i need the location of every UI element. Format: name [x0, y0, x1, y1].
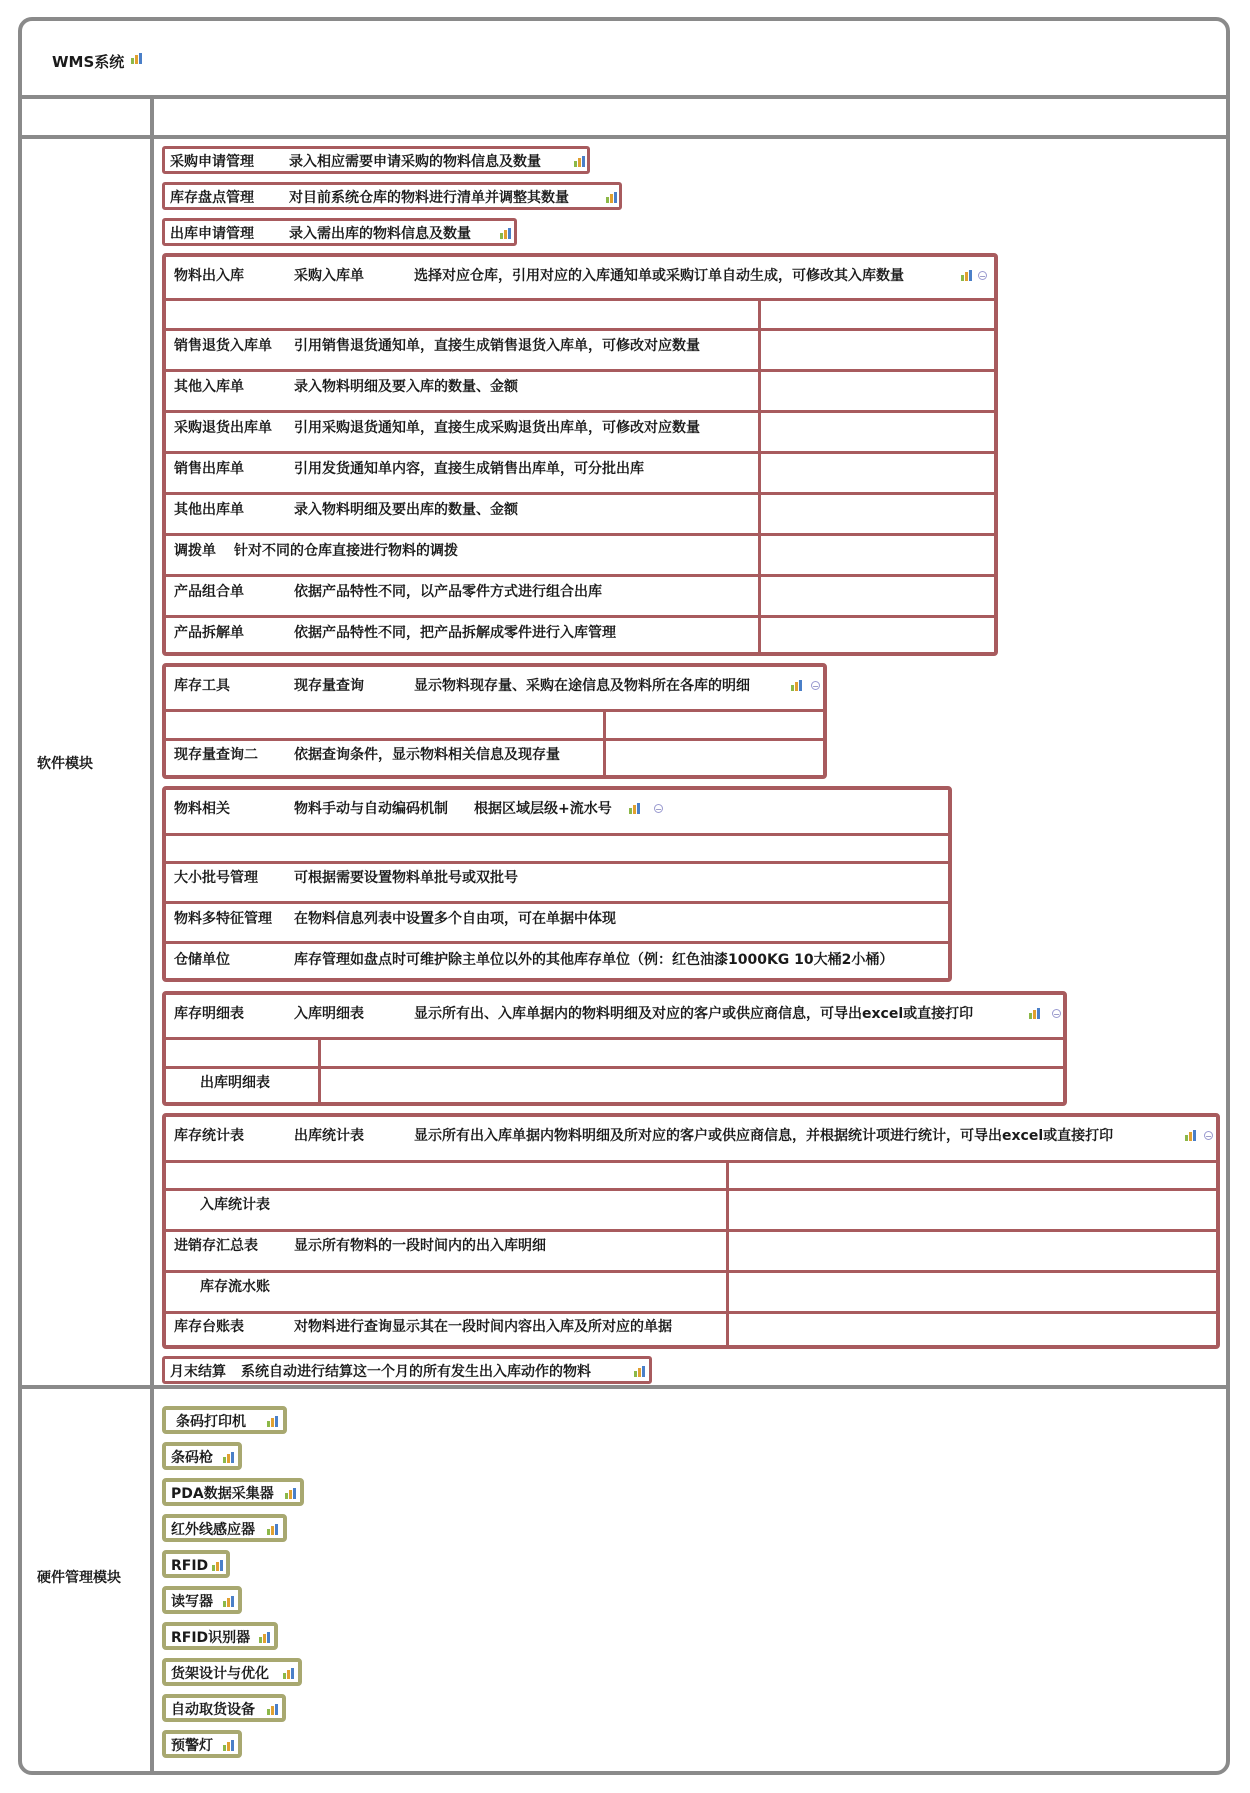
chart-icon — [605, 192, 619, 203]
chart-icon — [282, 1668, 296, 1679]
table-row-desc: 显示物料现存量、采购在途信息及物料所在各库的明细 — [414, 678, 750, 694]
table-row-desc: 录入物料明细及要入库的数量、金额 — [294, 379, 518, 395]
chart-icon — [222, 1740, 236, 1751]
chart-icon — [266, 1704, 280, 1715]
table-row-desc: 针对不同的仓库直接进行物料的调拨 — [234, 543, 458, 559]
row-divider — [164, 615, 996, 618]
hardware-item-infrared-sensor[interactable] — [162, 1514, 287, 1542]
table-row-desc: 依据查询条件，显示物料相关信息及现存量 — [294, 747, 560, 763]
table-row-name: 采购退货出库单 — [174, 420, 272, 436]
table-row-name: 现存量查询二 — [174, 747, 258, 763]
purchase-request-desc: 录入相应需要申请采购的物料信息及数量 — [289, 154, 541, 170]
table-row-desc: 依据产品特性不同，把产品拆解成零件进行入库管理 — [294, 625, 616, 641]
chart-icon — [130, 53, 144, 64]
row-divider — [164, 1188, 1218, 1191]
hardware-item-label: 预警灯 — [171, 1738, 213, 1754]
table-row-name: 其他出库单 — [174, 502, 244, 518]
divider — [20, 1385, 1228, 1389]
hardware-item-label: 条码枪 — [171, 1450, 213, 1466]
chart-icon — [960, 270, 974, 281]
table-row-name: 仓储单位 — [174, 952, 230, 968]
hardware-item-reader-writer[interactable] — [162, 1586, 242, 1614]
chart-icon — [499, 228, 513, 239]
outbound-request-name: 出库申请管理 — [170, 226, 254, 242]
hardware-item-rfid-recognizer[interactable] — [162, 1622, 278, 1650]
table-row-name: 出库统计表 — [294, 1128, 364, 1144]
table-row-name: 大小批号管理 — [174, 870, 258, 886]
table-row-name: 销售退货入库单 — [174, 338, 272, 354]
chart-icon — [628, 803, 642, 814]
col-divider — [758, 300, 761, 654]
table-row-name: 销售出库单 — [174, 461, 244, 477]
row-divider — [164, 709, 825, 712]
hardware-item-pda[interactable] — [162, 1478, 304, 1506]
divider — [20, 95, 1228, 99]
collapse-icon[interactable]: − — [1205, 1132, 1212, 1141]
chart-icon — [222, 1596, 236, 1607]
table-row-name: 库存台账表 — [174, 1319, 244, 1335]
chart-icon — [258, 1632, 272, 1643]
table-row-name: 物料手动与自动编码机制 — [294, 801, 448, 817]
row-divider — [164, 901, 950, 904]
hardware-item-shelf-design[interactable] — [162, 1658, 302, 1686]
table-row-desc: 选择对应仓库，引用对应的入库通知单或采购订单自动生成，可修改其入库数量 — [414, 268, 904, 284]
table-row-name: 进销存汇总表 — [174, 1238, 258, 1254]
table-row-name: 现存量查询 — [294, 678, 364, 694]
table-row-desc: 根据区域层级+流水号 — [474, 801, 612, 817]
table-row-desc: 显示所有物料的一段时间内的出入库明细 — [294, 1238, 546, 1254]
hardware-item-label: 红外线感应器 — [171, 1522, 255, 1538]
chart-icon — [1184, 1130, 1198, 1141]
row-divider — [164, 1229, 1218, 1232]
col-divider — [603, 711, 606, 777]
row-divider — [164, 941, 950, 944]
row-divider — [164, 1270, 1218, 1273]
chart-icon — [266, 1416, 280, 1427]
collapse-icon[interactable]: − — [655, 805, 662, 814]
purchase-request-name: 采购申请管理 — [170, 154, 254, 170]
chart-icon — [633, 1366, 647, 1377]
hardware-item-label: PDA数据采集器 — [171, 1486, 274, 1502]
col-divider — [318, 1039, 321, 1104]
inventory-stats-title: 库存统计表 — [174, 1128, 244, 1144]
hardware-item-barcode-printer[interactable] — [162, 1406, 287, 1434]
page-title: WMS系统 — [52, 53, 125, 71]
table-row-desc: 依据产品特性不同，以产品零件方式进行组合出库 — [294, 584, 602, 600]
collapse-icon[interactable]: − — [1053, 1010, 1060, 1019]
material-related-title: 物料相关 — [174, 801, 230, 817]
table-row-desc: 引用发货通知单内容，直接生成销售出库单，可分批出库 — [294, 461, 644, 477]
hardware-section-label: 硬件管理模块 — [37, 1570, 121, 1586]
collapse-icon[interactable]: − — [812, 682, 819, 691]
stocktake-desc: 对目前系统仓库的物料进行清单并调整其数量 — [289, 190, 569, 206]
row-divider — [164, 1066, 1065, 1069]
software-section-label: 软件模块 — [37, 756, 93, 772]
collapse-icon[interactable]: − — [979, 272, 986, 281]
table-row-desc: 录入物料明细及要出库的数量、金额 — [294, 502, 518, 518]
stocktake-name: 库存盘点管理 — [170, 190, 254, 206]
purchase-request-box[interactable] — [162, 146, 590, 174]
hardware-item-rfid[interactable] — [162, 1550, 230, 1578]
hardware-item-label: 自动取货设备 — [171, 1702, 255, 1718]
row-divider — [164, 451, 996, 454]
chart-icon — [211, 1560, 225, 1571]
hardware-item-label: 条码打印机 — [176, 1414, 246, 1430]
col-divider — [726, 1162, 729, 1347]
row-divider — [164, 492, 996, 495]
row-divider — [164, 328, 996, 331]
stocktake-box[interactable] — [162, 182, 622, 210]
row-divider — [164, 298, 996, 301]
table-row-name: 物料多特征管理 — [174, 911, 272, 927]
table-row-desc: 引用销售退货通知单，直接生成销售退货入库单，可修改对应数量 — [294, 338, 700, 354]
month-end-name: 月末结算 — [170, 1364, 226, 1380]
chart-icon — [573, 156, 587, 167]
table-row-name: 产品拆解单 — [174, 625, 244, 641]
outbound-request-box[interactable] — [162, 218, 517, 246]
inventory-detail-title: 库存明细表 — [174, 1006, 244, 1022]
row-divider — [164, 833, 950, 836]
row-divider — [164, 861, 950, 864]
table-row-desc: 显示所有出、入库单据内的物料明细及对应的客户或供应商信息，可导出excel或直接打印 — [414, 1006, 974, 1022]
table-row-name: 出库明细表 — [200, 1075, 270, 1091]
hardware-item-label: 读写器 — [171, 1594, 213, 1610]
hardware-item-auto-picking[interactable] — [162, 1694, 286, 1722]
table-row-desc: 对物料进行查询显示其在一段时间内容出入库及所对应的单据 — [294, 1319, 672, 1335]
table-row-desc: 在物料信息列表中设置多个自由项，可在单据中体现 — [294, 911, 616, 927]
row-divider — [164, 1160, 1218, 1163]
table-row-name: 产品组合单 — [174, 584, 244, 600]
table-row-desc: 显示所有出入库单据内物料明细及所对应的客户或供应商信息，并根据统计项进行统计，可导出excel或直接打印 — [414, 1128, 1114, 1144]
table-row-desc: 库存管理如盘点时可维护除主单位以外的其他库存单位（例：红色油漆1000KG 10大桶2小桶） — [294, 952, 894, 968]
row-divider — [164, 533, 996, 536]
divider — [20, 135, 1228, 139]
chart-icon — [222, 1452, 236, 1463]
outbound-request-desc: 录入需出库的物料信息及数量 — [289, 226, 471, 242]
inventory-tools-title: 库存工具 — [174, 678, 230, 694]
row-divider — [164, 738, 825, 741]
hardware-item-barcode-gun[interactable] — [162, 1442, 242, 1470]
hardware-item-label: RFID识别器 — [171, 1630, 251, 1646]
table-row-name: 调拨单 — [174, 543, 216, 559]
month-end-box[interactable] — [162, 1356, 652, 1384]
hardware-item-label: 货架设计与优化 — [171, 1666, 269, 1682]
table-row-name: 其他入库单 — [174, 379, 244, 395]
table-row-name: 库存流水账 — [200, 1279, 270, 1295]
row-divider — [164, 1311, 1218, 1314]
chart-icon — [790, 680, 804, 691]
month-end-desc: 系统自动进行结算这一个月的所有发生出入库动作的物料 — [241, 1364, 591, 1380]
table-row-name: 入库明细表 — [294, 1006, 364, 1022]
hardware-item-warning-light[interactable] — [162, 1730, 242, 1758]
row-divider — [164, 410, 996, 413]
table-row-desc: 引用采购退货通知单，直接生成采购退货出库单，可修改对应数量 — [294, 420, 700, 436]
chart-icon — [266, 1524, 280, 1535]
chart-icon — [284, 1488, 298, 1499]
table-row-name: 入库统计表 — [200, 1197, 270, 1213]
table-row-desc: 可根据需要设置物料单批号或双批号 — [294, 870, 518, 886]
divider — [150, 97, 154, 1773]
row-divider — [164, 369, 996, 372]
row-divider — [164, 1037, 1065, 1040]
chart-icon — [1028, 1008, 1042, 1019]
table-row-name: 采购入库单 — [294, 268, 364, 284]
row-divider — [164, 574, 996, 577]
hardware-item-label: RFID — [171, 1558, 209, 1574]
material-io-title: 物料出入库 — [174, 268, 244, 284]
